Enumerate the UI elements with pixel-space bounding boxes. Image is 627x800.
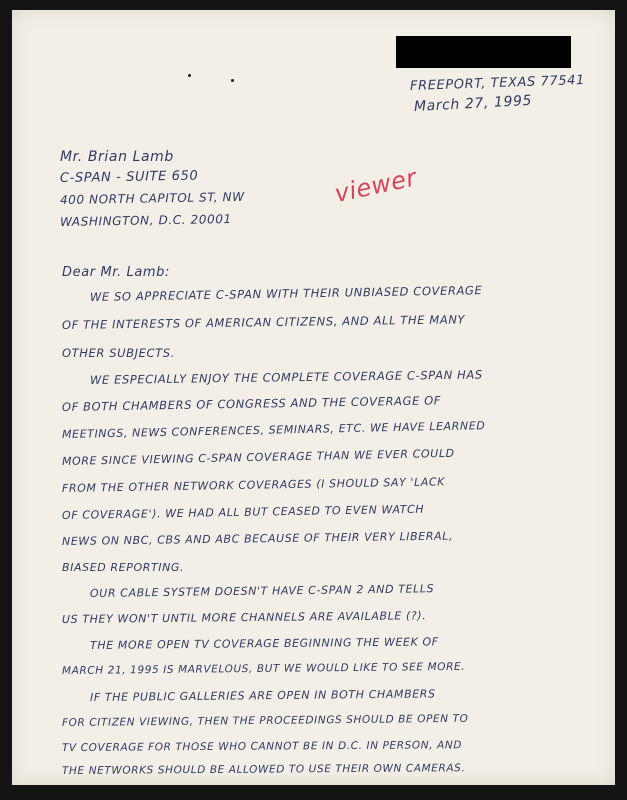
recipient-name: Mr. Brian Lamb [60,149,174,165]
body-line: NEWS ON NBC, CBS AND ABC BECAUSE OF THEIR VERY LIBERAL, [61,529,454,548]
body-line: IF THE PUBLIC GALLERIES ARE OPEN IN BOTH CHAMBERS [89,687,436,704]
body-line: THE NETWORKS SHOULD BE ALLOWED TO USE THEIR OWN CAMERAS. [61,762,466,777]
body-line: MORE SINCE VIEWING C-SPAN COVERAGE THAN WE EVER COULD [61,446,455,468]
redaction-block [396,36,571,68]
body-line: FROM THE OTHER NETWORK COVERAGES (I SHOULD SAY 'LACK [61,475,446,495]
category-stamp: viewer [332,163,420,208]
body-line: MARCH 21, 1995 IS MARVELOUS, BUT WE WOULD LIKE TO SEE MORE. [61,660,466,677]
recipient-org: C-SPAN - SUITE 650 [59,168,199,186]
body-line: WE ESPECIALLY ENJOY THE COMPLETE COVERAGE C-SPAN HAS [89,367,483,387]
body-line: US THEY WON'T UNTIL MORE CHANNELS ARE AVAILABLE (?). [61,609,427,626]
body-line: TV COVERAGE FOR THOSE WHO CANNOT BE IN D.C. IN PERSON, AND [61,739,463,754]
body-line: OF THE INTERESTS OF AMERICAN CITIZENS, AND ALL THE MANY [61,312,466,332]
body-line: OTHER SUBJECTS. [62,346,175,360]
body-line: MEETINGS, NEWS CONFERENCES, SEMINARS, ETC. WE HAVE LEARNED [61,419,486,441]
body-line: FOR CITIZEN VIEWING, THEN THE PROCEEDINGS SHOULD BE OPEN TO [61,712,469,729]
salutation: Dear Mr. Lamb: [62,265,170,280]
body-line: OF COVERAGE'). WE HAD ALL BUT CEASED TO EVEN WATCH [61,502,425,522]
ink-speck [231,79,234,82]
sender-city: FREEPORT, TEXAS 77541 [409,72,586,94]
body-line: THE MORE OPEN TV COVERAGE BEGINNING THE WEEK OF [89,635,439,652]
body-line: OUR CABLE SYSTEM DOESN'T HAVE C-SPAN 2 AND TELLS [89,582,435,600]
ink-speck [188,74,191,77]
recipient-city: WASHINGTON, D.C. 20001 [59,212,232,229]
body-line: OF BOTH CHAMBERS OF CONGRESS AND THE COVERAGE OF [61,393,442,414]
letter-date: March 27, 1995 [413,92,533,115]
body-line: WE SO APPRECIATE C-SPAN WITH THEIR UNBIASED COVERAGE [89,283,483,304]
recipient-street: 400 NORTH CAPITOL ST, NW [59,189,245,207]
body-line: BIASED REPORTING. [62,561,185,574]
